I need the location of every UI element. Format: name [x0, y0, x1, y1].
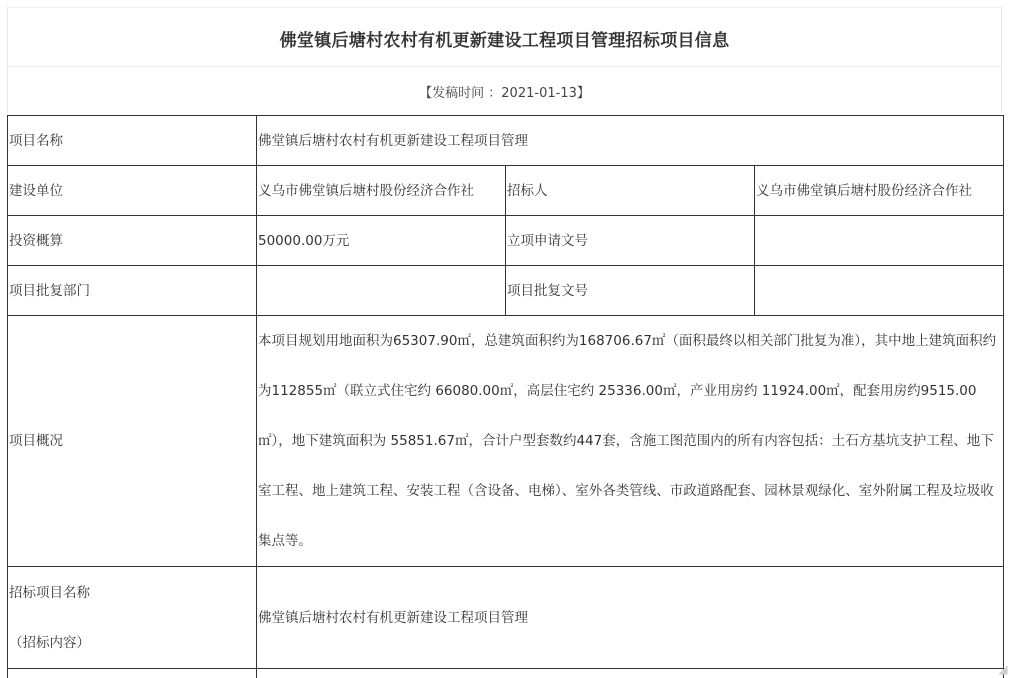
- table-row: [8, 316, 1004, 567]
- table-row: [8, 266, 1004, 316]
- tenderer-label: 招标人: [506, 166, 755, 216]
- table-row: [8, 166, 1004, 216]
- empty-cell: [8, 669, 257, 678]
- bid-project-label-line1: 招标项目名称: [9, 584, 90, 601]
- construction-unit-value: 义乌市佛堂镇后塘村股份经济合作社: [257, 166, 506, 216]
- bid-project-label-line2: （招标内容）: [9, 634, 90, 651]
- project-name-label: 项目名称: [8, 116, 257, 166]
- approval-department-label: 项目批复部门: [8, 266, 257, 316]
- bid-project-value: 佛堂镇后塘村农村有机更新建设工程项目管理: [257, 567, 1004, 669]
- investment-estimate-value: 50000.00万元: [257, 216, 506, 266]
- table-row: [8, 216, 1004, 266]
- approval-department-value: [257, 266, 506, 316]
- approval-reply-no-value: [755, 266, 1004, 316]
- title-divider: [8, 66, 1001, 67]
- project-info-table: [7, 115, 1004, 678]
- empty-cell: [257, 669, 1004, 678]
- project-name-value: 佛堂镇后塘村农村有机更新建设工程项目管理: [257, 116, 1004, 166]
- publish-time: 【发稿时间 ：2021-01-13】: [419, 86, 590, 101]
- page-title: 佛堂镇后塘村农村有机更新建设工程项目管理招标项目信息: [279, 31, 730, 51]
- construction-unit-label: 建设单位: [8, 166, 257, 216]
- overview-value: 本项目规划用地面积为65307.90㎡，总建筑面积约为168706.67㎡（面积最终以相关部门批复为准），其中地上建筑面积约为112855㎡（联立式住宅约 66080.00㎡，高层住宅约 25336.00㎡，产业用房约 11924.00㎡，配套用房约9515.00㎡），地下建筑面积为 55851.67㎡，合计户型套数约447套，含施工图范围内的所有内容包括：土石方基坑支护工程、地下室工程、地上建筑工程、安装工程（含设备、电梯）、室外各类管线、市政道路配套、园林景观绿化、室外附属工程及垃圾收集点等。: [257, 316, 1004, 567]
- bid-project-label: [8, 567, 257, 669]
- approval-doc-no-label: 立项申请文号: [506, 216, 755, 266]
- table-row: [8, 116, 1004, 166]
- table-row: [8, 567, 1004, 669]
- tenderer-value: 义乌市佛堂镇后塘村股份经济合作社: [755, 166, 1004, 216]
- table-row: [8, 669, 1004, 678]
- resize-handle-icon: ◢: [998, 662, 1008, 676]
- approval-doc-no-value: [755, 216, 1004, 266]
- overview-label: 项目概况: [8, 316, 257, 567]
- approval-reply-no-label: 项目批复文号: [506, 266, 755, 316]
- investment-estimate-label: 投资概算: [8, 216, 257, 266]
- document-header: [7, 7, 1002, 113]
